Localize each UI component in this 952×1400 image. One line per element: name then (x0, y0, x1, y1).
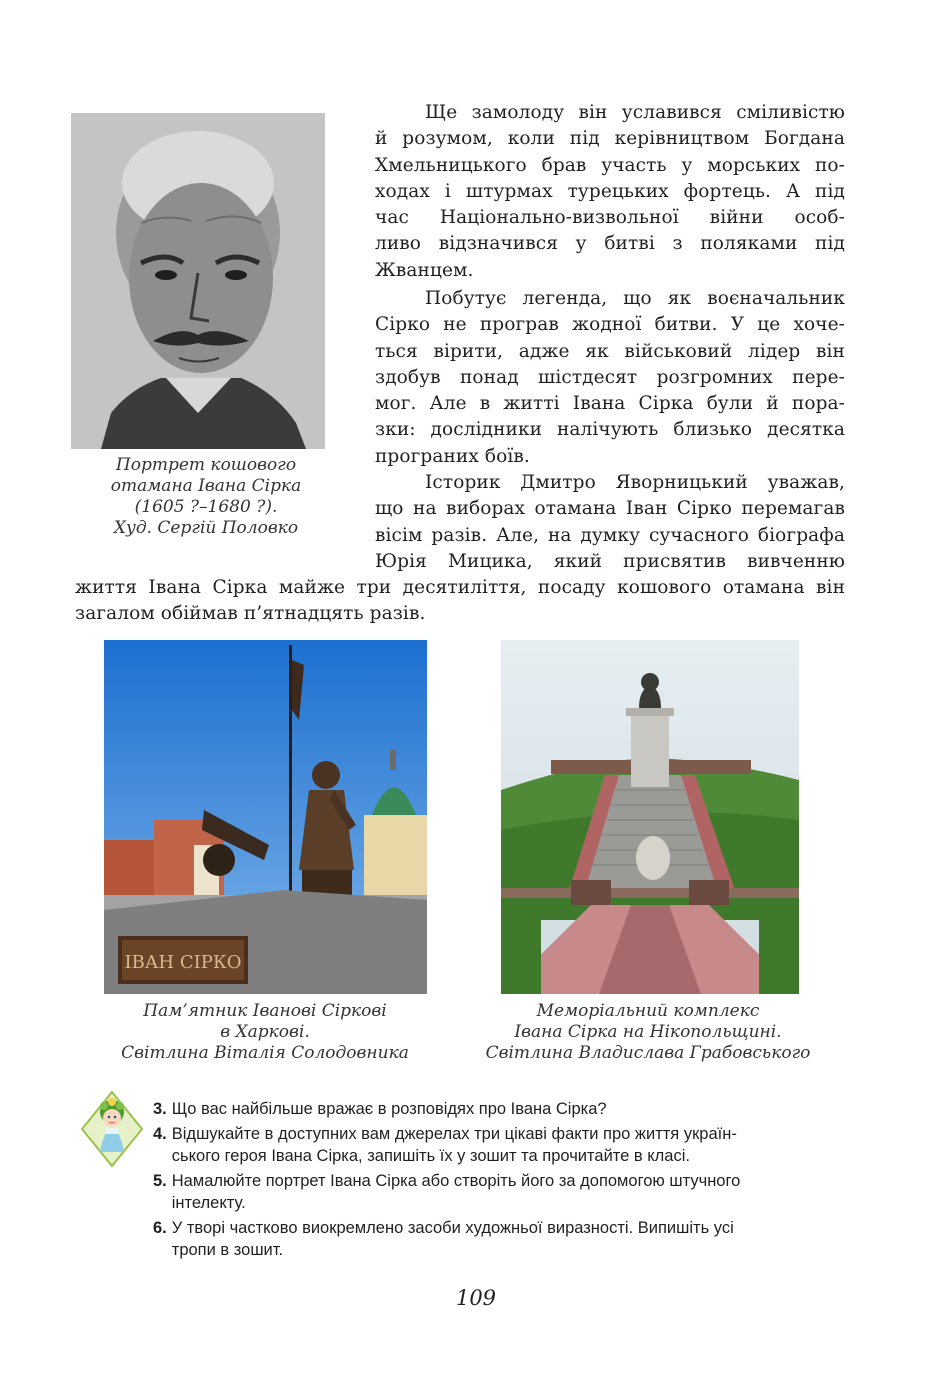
page-number: 109 (455, 1286, 497, 1310)
text-line: зки: дослідники налічують близько десятка (375, 419, 845, 441)
question-item (153, 1123, 853, 1168)
paragraph-3 (375, 470, 845, 575)
question-text: ського героя Івана Сірка, запишіть їх у зошит та прочитайте в класі. (171, 1147, 690, 1165)
questions-list (153, 1098, 853, 1264)
memorial-complex-photo (501, 640, 799, 994)
text-line: Ще замолоду він уславився сміливістю (425, 102, 845, 123)
text-line: що на виборах отамана Іван Сірко перемагав (375, 498, 845, 520)
text-line: здобув понад шістдесят розгромних пере- (375, 366, 845, 388)
text-line: час Національно-визвольної війни особ- (375, 207, 845, 229)
caption-line: Івана Сірка на Нікопольщині. (514, 1022, 782, 1042)
text-line: вісім разів. Але, на думку сучасного біографа (375, 524, 845, 546)
question-text: тропи в зошит. (171, 1241, 284, 1259)
text-line: програних боїв. (375, 445, 530, 467)
question-number: 6. (153, 1218, 167, 1237)
question-number: 5. (153, 1171, 167, 1190)
question-text: Відшукайте в доступних вам джерелах три цікаві факти про життя україн- (171, 1124, 737, 1143)
caption-line: Портрет кошового (115, 455, 297, 475)
question-number: 3. (153, 1100, 167, 1118)
text-line: мог. Але в житті Івана Сірка були й пора- (375, 393, 845, 415)
memorial-caption (467, 1001, 829, 1064)
caption-line: в Харкові. (220, 1022, 310, 1042)
question-item (153, 1217, 853, 1262)
text-line: Хмельницького брав участь у морських по- (375, 154, 845, 176)
text-line: Юрія Мицика, який присвятив вивченню (375, 550, 845, 572)
caption-line: Світлина Віталія Солодовника (121, 1043, 409, 1063)
question-text: інтелекту. (171, 1194, 246, 1212)
monument-plaque: ІВАН СІРКО (124, 952, 242, 973)
caption-line: Пам’ятник Іванові Сіркові (143, 1001, 387, 1021)
text-line: Побутує легенда, що як воєначальник (425, 288, 845, 309)
text-line: й розумом, коли під керівництвом Богдана (375, 128, 845, 150)
question-text: У творі частково виокремлено засоби художньої виразності. Випишіть усі (171, 1218, 734, 1237)
portrait-image (71, 113, 325, 449)
caption-line: Меморіальний комплекс (536, 1001, 760, 1021)
kharkiv-caption (104, 1001, 426, 1064)
text-line: ливо відзначився у битві з поляками під (375, 233, 845, 255)
tasks-character-icon (80, 1090, 144, 1168)
caption-line: отамана Івана Сірка (110, 476, 302, 496)
paragraph-1 (375, 100, 845, 284)
text-line: загалом обіймав п’ятнадцять разів. (75, 603, 426, 625)
text-line: Історик Дмитро Яворницький уважав, (425, 472, 845, 493)
paragraph-3-continued (75, 575, 845, 628)
text-line: життя Івана Сірка майже три десятиліття, посаду кошового отамана він (75, 577, 845, 598)
question-text: Що вас найбільше вражає в розповідях про Івана Сірка? (171, 1100, 607, 1118)
portrait-caption (71, 455, 341, 539)
question-number: 4. (153, 1124, 167, 1143)
text-line: ходах і штурмах турецьких фортець. А під (375, 180, 845, 202)
paragraph-2 (375, 286, 845, 470)
kharkiv-monument-photo (104, 640, 427, 994)
question-text: Намалюйте портрет Івана Сірка або створіть його за допомогою штучного (171, 1171, 741, 1190)
caption-line: Худ. Сергій Половко (113, 518, 299, 538)
question-item (153, 1170, 853, 1215)
text-line: Сірко не програв жодної битви. У це хоче- (375, 314, 845, 336)
caption-line: Світлина Владислава Грабовського (485, 1043, 811, 1063)
question-item (153, 1098, 853, 1121)
caption-line: (1605 ?–1680 ?). (134, 497, 278, 517)
text-line: ться вірити, адже як військовий лідер він (375, 340, 845, 362)
text-line: Жванцем. (375, 259, 474, 281)
